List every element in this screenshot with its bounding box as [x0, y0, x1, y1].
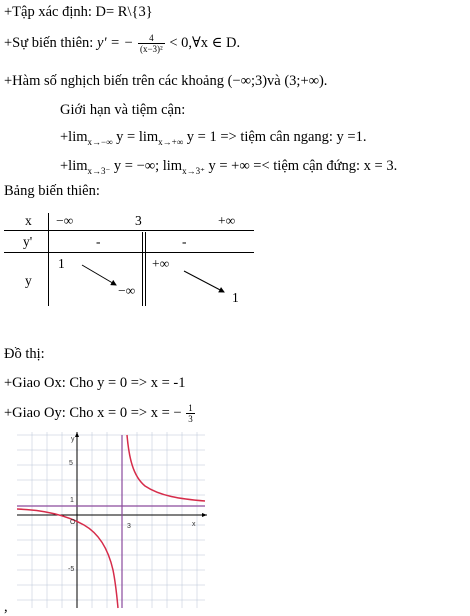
domain-text: +Tập xác định: D= R\{3}: [4, 4, 153, 20]
oy-text: +Giao Oy: Cho x = 0 => x = −: [4, 404, 182, 421]
limits-heading-text: Giới hạn và tiệm cận:: [60, 102, 186, 118]
graph-tick-neg5: -5: [68, 566, 75, 573]
y-axis-arrow: [75, 432, 79, 437]
variation-label: +Sự biến thiên:: [4, 34, 97, 51]
graph-y-label: y: [71, 436, 75, 443]
horizontal-tail: y = 1 => tiệm cân ngang: y =1.: [183, 129, 367, 145]
lim-1: +lim: [60, 129, 88, 145]
vertical-mid: y = −∞; lim: [110, 158, 183, 174]
x-axis-arrow: [202, 513, 207, 517]
decreasing-text: +Hàm số nghịch biến trên các khoảng (−∞;3)và (3;+∞).: [4, 73, 328, 89]
graph-tick-1: 1: [70, 497, 74, 504]
table-yprime-label: y': [23, 234, 33, 249]
fraction-denominator: (x−3)²: [139, 44, 163, 54]
table-x-label: x: [25, 213, 32, 228]
variation-tail: < 0,∀x ∈ D.: [165, 34, 241, 51]
table-y-label: y: [25, 273, 32, 288]
graph-tick-5: 5: [69, 460, 73, 467]
lim-1-sub: x→−∞: [87, 136, 113, 147]
lim-3: +lim: [60, 158, 88, 174]
lim-2-sub: x→+∞: [158, 136, 184, 147]
vertical-tail: y = +∞ =< tiệm cận đứng: x = 3.: [204, 158, 398, 174]
graph-heading-text: Đồ thị:: [4, 346, 45, 362]
lim-3-sub: x→3⁻: [87, 165, 111, 176]
graph-grid: [17, 432, 205, 608]
table-yprime-sign-2: -: [182, 234, 187, 249]
trailing-mark: [4, 598, 8, 616]
table-yprime-sign-1: -: [96, 234, 101, 249]
graph-tick-0: O: [70, 519, 76, 526]
table-x-pos-inf: +∞: [218, 213, 236, 228]
table-y-neg-inf: −∞: [118, 283, 136, 298]
lim-4-sub: x→3⁺: [182, 165, 205, 176]
table-x-three: 3: [135, 213, 142, 228]
curve-right-branch: [127, 435, 205, 501]
oy-frac-den: 3: [188, 414, 193, 424]
y-prime: y' = −: [96, 34, 134, 51]
table-y-pos-inf: +∞: [152, 256, 170, 271]
graph-x-label: x: [192, 521, 196, 528]
table-x-neg-inf: −∞: [56, 213, 74, 228]
table-y-end: 1: [232, 290, 239, 305]
graph-tick-3: 3: [127, 523, 131, 530]
trailing-mark-text: ,: [4, 599, 8, 615]
fraction-numerator: 4: [138, 33, 165, 44]
table-heading-text: Bảng biến thiên:: [4, 183, 100, 199]
horizontal-mid: y = lim: [112, 129, 159, 145]
table-y-start: 1: [58, 256, 65, 271]
ox-text: +Giao Ox: Cho y = 0 => x = -1: [4, 375, 186, 391]
oy-frac-num: 1: [188, 403, 193, 413]
